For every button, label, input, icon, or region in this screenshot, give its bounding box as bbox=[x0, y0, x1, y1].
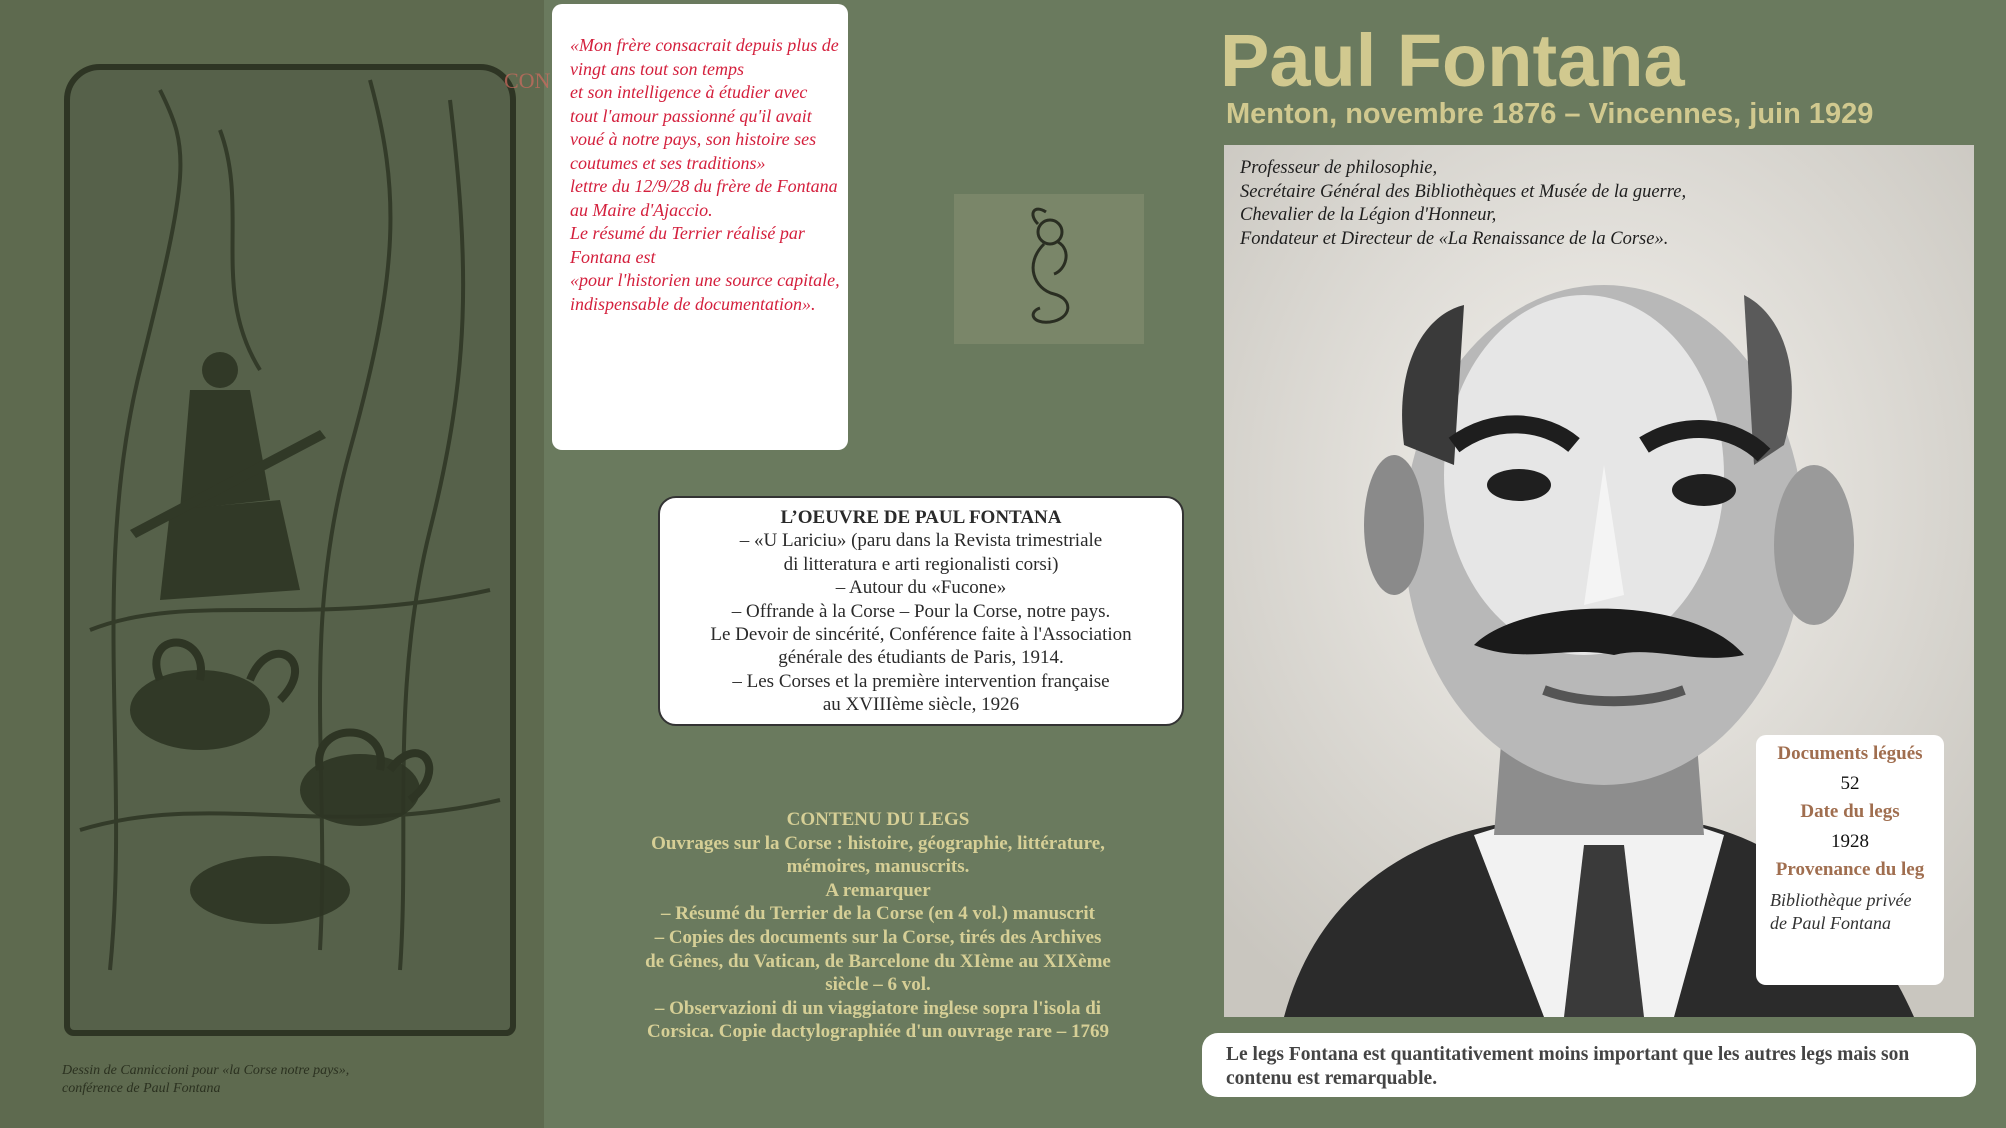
documents-value: 52 bbox=[1840, 773, 1860, 794]
quote-text: «Mon frère consacrait depuis plus de vingt ans tout son temps et son intelligence à étudier avec tout l'amour passionné qu'il avait voué à notre pays, son histoire ses coutumes et ses traditions» lettre du 12/9/28 du frère de Fontana au Maire d'Ajaccio. Le résumé du Terrier réalisé par Fontana est «pour l'historien une source capitale, indispensable de documentation». bbox=[570, 35, 840, 314]
works-line: – Autour du «Fucone» bbox=[835, 577, 1007, 599]
documents-label: Documents légués bbox=[1777, 743, 1923, 764]
legacy-line: A remarquer bbox=[825, 879, 931, 901]
engraving-frame bbox=[64, 64, 516, 1036]
legacy-line: – Copies des documents sur la Corse, tirés des Archives bbox=[654, 926, 1102, 948]
legacy-line: de Gênes, du Vatican, de Barcelone du XIème au XIXème bbox=[645, 950, 1111, 972]
works-line: di litteratura e arti regionalisti corsi) bbox=[783, 553, 1059, 575]
quote-card bbox=[552, 4, 848, 450]
legacy-date-label: Date du legs bbox=[1800, 801, 1900, 822]
origin-label: Provenance du leg bbox=[1775, 859, 1925, 880]
works-line: Le Devoir de sincérité, Conférence faite à l'Association bbox=[710, 624, 1132, 646]
works-line: – «U Lariciu» (paru dans la Revista trimestriale bbox=[739, 530, 1103, 552]
siren-ornament-icon bbox=[954, 194, 1144, 344]
works-line: – Les Corses et la première intervention française bbox=[732, 670, 1110, 692]
legacy-line: Ouvrages sur la Corse : histoire, géographie, littérature, bbox=[651, 832, 1105, 854]
life-dates: Menton, novembre 1876 – Vincennes, juin 1929 bbox=[1226, 98, 1874, 130]
ornament-image bbox=[954, 194, 1144, 344]
legacy-line: siècle – 6 vol. bbox=[825, 974, 931, 996]
legacy-title: CONTENU DU LEGS bbox=[786, 809, 970, 830]
professional-titles: Professeur de philosophie, Secrétaire Général des Bibliothèques et Musée de la guerre, Chevalier de la Légion d'Honneur, Fondateur et Directeur de «La Renaissance de la Corse». bbox=[1240, 158, 1687, 249]
engraving-illustration bbox=[70, 70, 510, 1030]
origin-value: Bibliothèque privée de Paul Fontana bbox=[1770, 890, 1912, 933]
works-line: au XVIIIème siècle, 1926 bbox=[822, 694, 1020, 716]
legacy-line: – Observazioni di un viaggiatore inglese sopra l'isola di bbox=[654, 997, 1102, 1019]
works-title: L’OEUVRE DE PAUL FONTANA bbox=[780, 507, 1062, 528]
engraving-panel bbox=[0, 0, 544, 1128]
legacy-date-value: 1928 bbox=[1831, 831, 1869, 852]
legacy-line: mémoires, manuscrits. bbox=[786, 856, 970, 878]
works-line: générale des étudiants de Paris, 1914. bbox=[778, 647, 1064, 669]
legacy-contents bbox=[610, 808, 1146, 1044]
legacy-line: Corsica. Copie dactylographiée d'un ouvrage rare – 1769 bbox=[647, 1021, 1109, 1043]
stats-card bbox=[1756, 735, 1944, 985]
summary-note bbox=[1202, 1033, 1976, 1097]
engraving-caption: Dessin de Canniccioni pour «la Corse notre pays», conférence de Paul Fontana bbox=[62, 1063, 350, 1096]
summary-text: Le legs Fontana est quantitativement moins important que les autres legs mais son contenu est remarquable. bbox=[1226, 1044, 1910, 1089]
works-box bbox=[658, 496, 1184, 726]
faded-heading: CON bbox=[504, 68, 551, 93]
page-title: Paul Fontana bbox=[1220, 19, 1685, 102]
works-line: – Offrande à la Corse – Pour la Corse, notre pays. bbox=[731, 600, 1111, 622]
legacy-line: – Résumé du Terrier de la Corse (en 4 vol.) manuscrit bbox=[661, 903, 1095, 925]
